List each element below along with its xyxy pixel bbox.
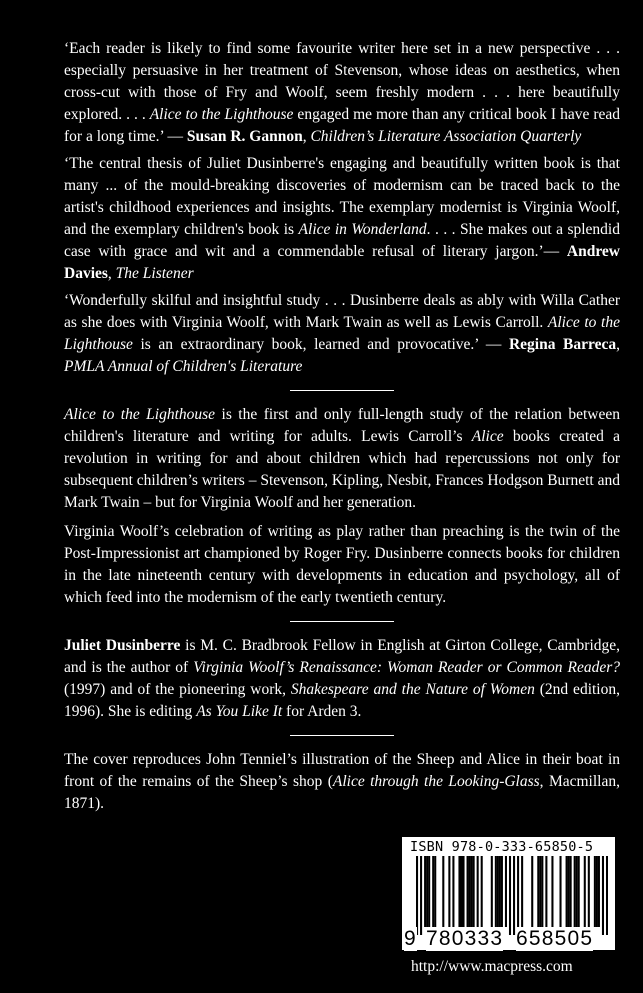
barcode-bar [574, 856, 576, 927]
barcode-bar [432, 856, 434, 927]
barcode-bar [501, 856, 503, 927]
back-cover-text [64, 38, 620, 822]
barcode-bar [420, 856, 422, 935]
barcode-bar [499, 856, 501, 927]
barcode-bar [570, 856, 572, 927]
review-gannon: ‘Each reader is likely to find some favourite writer here set in a new perspective . . . especially persuasive in her treatment of Stevenson, whose ideas on aesthetics, when cross-cut with those of Fry and Woolf, seem freshly modern . . . here beautifully explored. . . . Alice to the Lighthouse engaged me more than any critical book I have read for a long time.’ — Susan R. Gannon, Children’s Literature Association Quarterly [64, 40, 620, 145]
barcode-bar [594, 856, 596, 927]
barcode-bar [428, 856, 430, 927]
review-barreca: ‘Wonderfully skilful and insightful study . . . Dusinberre deals as ably with Willa Cather as she does with Virginia Woolf, with Mark Twain as well as Lewis Carroll. Alice to the Lighthouse is an extraordinary book, learned and provocative.’ — Regina Barreca, PMLA Annual of Children's Literature [64, 292, 620, 375]
reviewer-name: Andrew Davies [64, 243, 620, 282]
review-source: Children’s Literature Association Quarterly [310, 128, 582, 145]
barcode-bar [517, 856, 519, 927]
barcode-bar [537, 856, 539, 927]
barcode-bar [584, 856, 586, 927]
isbn-barcode [402, 837, 615, 950]
barcode-bar [576, 856, 578, 927]
blurb-paragraph-1: Alice to the Lighthouse is the first and only full-length study of the relation between children's literature and writing for adults. Lewis Carroll’s Alice books created a revolution in writing for and about children which had repercussions not only for subsequent children’s writers – Stevenson, Kipling, Nesbit, Frances Hodgson Burnett and Mark Twain – but for Virginia Woolf and her generation. [64, 406, 620, 511]
barcode-bar [568, 856, 570, 927]
barcode-bar [452, 856, 454, 927]
barcode-digit-group-2: 658505 [516, 927, 594, 950]
barcode-bar [469, 856, 471, 927]
barcode-bar [551, 856, 553, 927]
section-divider [290, 621, 394, 622]
barcode-bar [588, 856, 590, 927]
barcode-bar [505, 856, 507, 927]
blurb-paragraph-2: Virginia Woolf’s celebration of writing as play rather than preaching is the twin of the Post-Impressionist art championed by Roger Fry. Dusinberre connects books for children in the late nineteenth century with developments in education and psychology, all of which feed into the modernism of the early twentieth century. [64, 523, 620, 606]
barcode-bar [467, 856, 469, 927]
barcode-bar [495, 856, 497, 927]
review-book-title: Alice to the Lighthouse [149, 106, 294, 123]
book-title: Alice to the Lighthouse [64, 406, 216, 423]
barcode-bar [462, 856, 464, 927]
review-book-title: Alice to the Lighthouse [64, 314, 620, 353]
barcode-bar [541, 856, 543, 927]
barcode-bar [477, 856, 479, 927]
barcode-bar [424, 856, 426, 927]
author-bio: Juliet Dusinberre is M. C. Bradbrook Fellow in English at Girton College, Cambridge, and is the author of Virginia Woolf’s Renaissance: Woman Reader or Common Reader? (1997) and of the pioneering work, Shakespeare and the Nature of Women (2nd edition, 1996). She is editing As You Like It for Arden 3. [64, 637, 621, 720]
barcode-bar [460, 856, 462, 927]
barcode-bar [458, 856, 460, 927]
barcode-bar [545, 856, 547, 927]
barcode-bar [416, 856, 418, 935]
barcode-bar [509, 856, 511, 935]
barcode-bar [559, 856, 561, 927]
publisher-url: http://www.macpress.com [411, 958, 573, 975]
barcode-bar [473, 856, 475, 927]
barcode-bar [602, 856, 604, 935]
reviewer-name: Susan R. Gannon [186, 128, 303, 145]
section-divider [290, 735, 394, 736]
barcode-lead-digit: 9 [404, 927, 417, 950]
barcode-bar [606, 856, 608, 935]
barcode-bar [434, 856, 436, 927]
barcode-bar [566, 856, 568, 927]
barcode-bar [471, 856, 473, 927]
isbn-label: ISBN 978-0-333-65850-5 [410, 839, 594, 855]
barcode-bar [531, 856, 533, 927]
barcode-bar [448, 856, 450, 927]
review-book-title: Alice in Wonderland [298, 221, 427, 238]
author-name: Juliet Dusinberre [64, 637, 181, 654]
barcode-digit-group-1: 780333 [426, 927, 504, 950]
barcode-bar [497, 856, 499, 927]
barcode-bar [521, 856, 523, 927]
barcode-bar [598, 856, 600, 927]
section-divider [290, 390, 394, 391]
cover-note: The cover reproduces John Tenniel’s illustration of the Sheep and Alice in their boat in front of the remains of the Sheep’s shop (Alice through the Looking-Glass, Macmillan, 1871). [64, 751, 620, 812]
barcode-bar [491, 856, 493, 927]
barcode-bars [416, 856, 608, 935]
barcode-bar [426, 856, 428, 927]
barcode-bar [442, 856, 444, 927]
barcode-bar [539, 856, 541, 927]
review-source: PMLA Annual of Children's Literature [64, 358, 303, 375]
review-source: The Listener [115, 265, 194, 282]
barcode-bar [596, 856, 598, 927]
barcode-bar [513, 856, 515, 935]
barcode-bar [578, 856, 580, 927]
review-davies: ‘The central thesis of Juliet Dusinberre's engaging and beautifully written book is that many ... of the mould-breaking discoveries of modernism can be traced back to the artist's childhood experiences and insights. The exemplary modernist is Virginia Woolf, and the exemplary children's book is Alice in Wonderland. . . . She makes out a splendid case with grace and wit and a commendable refusal of literary jargon.’— Andrew Davies, The Listener [64, 155, 620, 282]
reviewer-name: Regina Barreca [508, 336, 617, 353]
barcode-bar [481, 856, 483, 927]
